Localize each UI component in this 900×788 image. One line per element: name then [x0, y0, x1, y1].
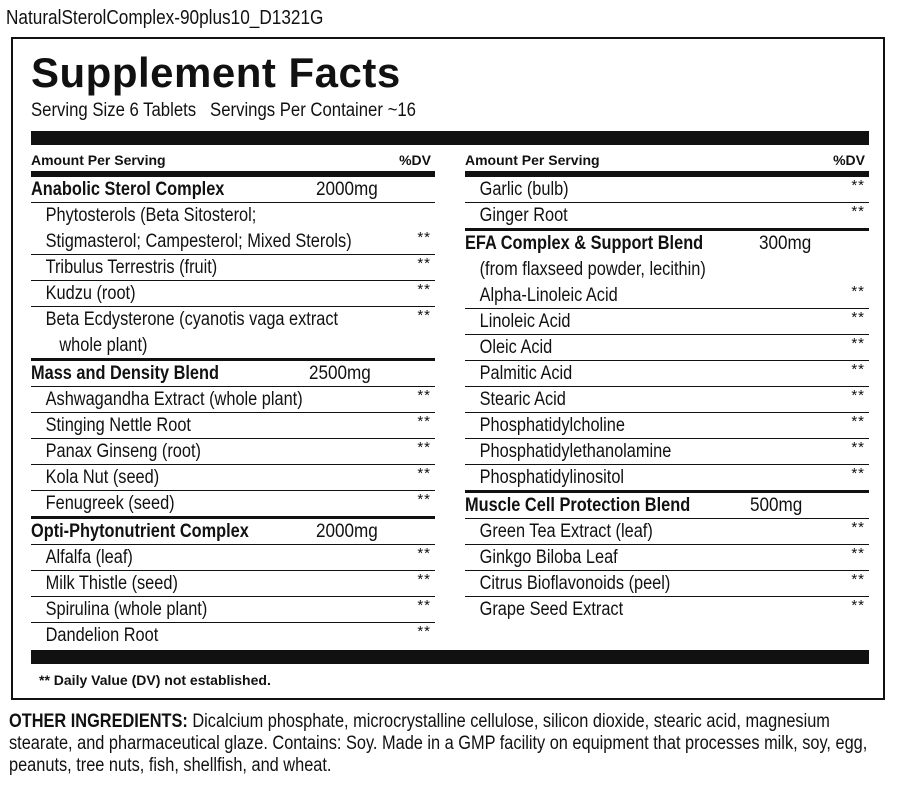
ingredient-name: Stearic Acid	[479, 389, 566, 410]
ingredient-row	[31, 545, 435, 571]
ingredient-name: Ginger Root	[479, 205, 568, 226]
left-column	[31, 149, 435, 648]
ingredient-row	[465, 257, 869, 283]
dv-header: %DV	[833, 152, 865, 168]
right-column	[465, 149, 869, 622]
daily-value: **	[417, 623, 431, 640]
ingredient-name: Dandelion Root	[45, 625, 159, 646]
ingredient-name: Ginkgo Biloba Leaf	[479, 547, 618, 568]
ingredient-row	[465, 597, 869, 622]
ingredient-row	[31, 203, 435, 229]
ingredient-row	[31, 571, 435, 597]
ingredient-name: Citrus Bioflavonoids (peel)	[479, 573, 671, 594]
ingredient-row	[465, 309, 869, 335]
dv-header: %DV	[399, 152, 431, 168]
ingredient-name: Phytosterols (Beta Sitosterol;	[45, 205, 257, 226]
blend-row	[31, 361, 435, 387]
ingredient-row	[31, 439, 435, 465]
ingredient-row	[31, 465, 435, 491]
ingredient-name: Phosphatidylinositol	[479, 467, 625, 488]
daily-value: **	[851, 203, 865, 220]
ingredient-name: (from flaxseed powder, lecithin)	[479, 259, 706, 280]
panel-title: Supplement Facts	[31, 49, 401, 96]
blend-amount: 2500mg	[309, 363, 371, 384]
ingredient-row	[465, 283, 869, 309]
blend-name: Mass and Density Blend	[31, 363, 219, 384]
top-divider-bar	[31, 131, 869, 145]
blend-amount: 500mg	[750, 495, 803, 516]
blend-row	[31, 177, 435, 203]
ingredient-name: Stigmasterol; Campesterol; Mixed Sterols)	[45, 231, 352, 252]
daily-value: **	[417, 545, 431, 562]
daily-value: **	[417, 387, 431, 404]
ingredient-name: Ashwagandha Extract (whole plant)	[45, 389, 303, 410]
blend-name: Anabolic Sterol Complex	[31, 179, 225, 200]
blend-row	[31, 519, 435, 545]
ingredient-row	[465, 439, 869, 465]
column-header	[465, 149, 869, 177]
daily-value: **	[851, 387, 865, 404]
blend-name: EFA Complex & Support Blend	[465, 233, 704, 254]
blend-name: Muscle Cell Protection Blend	[465, 495, 691, 516]
ingredient-row	[31, 333, 435, 361]
ingredient-name: Oleic Acid	[479, 337, 553, 358]
ingredient-row	[465, 519, 869, 545]
other-ingredients	[9, 711, 886, 777]
serving-info: Serving Size 6 Tablets Servings Per Container ~16	[31, 100, 416, 121]
ingredient-name: Palmitic Acid	[479, 363, 573, 384]
ingredient-row	[465, 413, 869, 439]
blend-row	[465, 231, 869, 257]
ingredient-name: Alfalfa (leaf)	[45, 547, 133, 568]
daily-value: **	[851, 545, 865, 562]
ingredient-name: Tribulus Terrestris (fruit)	[45, 257, 218, 278]
ingredient-row	[465, 545, 869, 571]
ingredient-row	[31, 255, 435, 281]
ingredient-row	[31, 491, 435, 519]
blend-amount: 2000mg	[316, 179, 378, 200]
blend-amount: 2000mg	[316, 521, 378, 542]
daily-value: **	[851, 309, 865, 326]
ingredient-name: Stinging Nettle Root	[45, 415, 191, 436]
ingredient-name: Green Tea Extract (leaf)	[479, 521, 653, 542]
ingredient-name: Linoleic Acid	[479, 311, 571, 332]
daily-value: **	[851, 571, 865, 588]
daily-value: **	[851, 519, 865, 536]
ingredient-row	[465, 465, 869, 493]
ingredient-name: Kola Nut (seed)	[45, 467, 160, 488]
daily-value: **	[417, 465, 431, 482]
other-ingredients-text: Dicalcium phosphate, microcrystalline cellulose, silicon dioxide, stearic acid, magnesium stearate, and pharmaceutical glaze. Contains: Soy. Made in a GMP facility on equipment that processes milk, soy, egg, peanuts, tree nuts, fish, shellfish, and wheat.	[9, 711, 868, 776]
ingredient-name: Spirulina (whole plant)	[45, 599, 208, 620]
amount-header: Amount Per Serving	[31, 152, 166, 168]
ingredient-row	[465, 203, 869, 231]
ingredient-name: Panax Ginseng (root)	[45, 441, 201, 462]
daily-value: **	[851, 465, 865, 482]
daily-value: **	[851, 413, 865, 430]
column-header	[31, 149, 435, 177]
ingredient-row	[31, 281, 435, 307]
ingredient-name: Milk Thistle (seed)	[45, 573, 178, 594]
daily-value: **	[851, 177, 865, 194]
ingredient-name: Grape Seed Extract	[479, 599, 624, 620]
ingredient-row	[31, 597, 435, 623]
ingredient-name: Fenugreek (seed)	[45, 493, 175, 514]
amount-header: Amount Per Serving	[465, 152, 600, 168]
ingredient-name: whole plant)	[59, 335, 148, 356]
daily-value: **	[851, 335, 865, 352]
ingredient-name: Kudzu (root)	[45, 283, 136, 304]
dv-footnote: ** Daily Value (DV) not established.	[39, 672, 271, 688]
daily-value: **	[851, 597, 865, 614]
ingredient-name: Phosphatidylcholine	[479, 415, 625, 436]
ingredient-name: Garlic (bulb)	[479, 179, 569, 200]
ingredient-row	[31, 307, 435, 333]
other-ingredients-label: OTHER INGREDIENTS:	[9, 711, 188, 732]
ingredient-name: Alpha-Linoleic Acid	[479, 285, 618, 306]
ingredient-row	[465, 361, 869, 387]
daily-value: **	[417, 255, 431, 272]
daily-value: **	[417, 597, 431, 614]
filename-label: NaturalSterolComplex-90plus10_D1321G	[6, 7, 324, 29]
ingredient-row	[465, 571, 869, 597]
right-ingredient-list	[465, 177, 869, 622]
daily-value: **	[417, 491, 431, 508]
ingredient-row	[31, 623, 435, 648]
ingredient-name: Beta Ecdysterone (cyanotis vaga extract	[45, 309, 339, 330]
bottom-divider-bar	[31, 650, 869, 664]
daily-value: **	[417, 413, 431, 430]
ingredient-row	[465, 177, 869, 203]
blend-name: Opti-Phytonutrient Complex	[31, 521, 249, 542]
daily-value: **	[851, 283, 865, 300]
ingredient-row	[31, 387, 435, 413]
ingredient-row	[31, 229, 435, 255]
daily-value: **	[417, 281, 431, 298]
daily-value: **	[417, 571, 431, 588]
daily-value: **	[417, 229, 431, 246]
ingredient-row	[465, 387, 869, 413]
daily-value: **	[417, 307, 431, 324]
blend-amount: 300mg	[759, 233, 812, 254]
left-ingredient-list	[31, 177, 435, 648]
daily-value: **	[851, 361, 865, 378]
ingredient-row	[465, 335, 869, 361]
daily-value: **	[417, 439, 431, 456]
blend-row	[465, 493, 869, 519]
ingredient-name: Phosphatidylethanolamine	[479, 441, 672, 462]
ingredient-row	[31, 413, 435, 439]
supplement-facts-panel	[11, 37, 885, 700]
daily-value: **	[851, 439, 865, 456]
